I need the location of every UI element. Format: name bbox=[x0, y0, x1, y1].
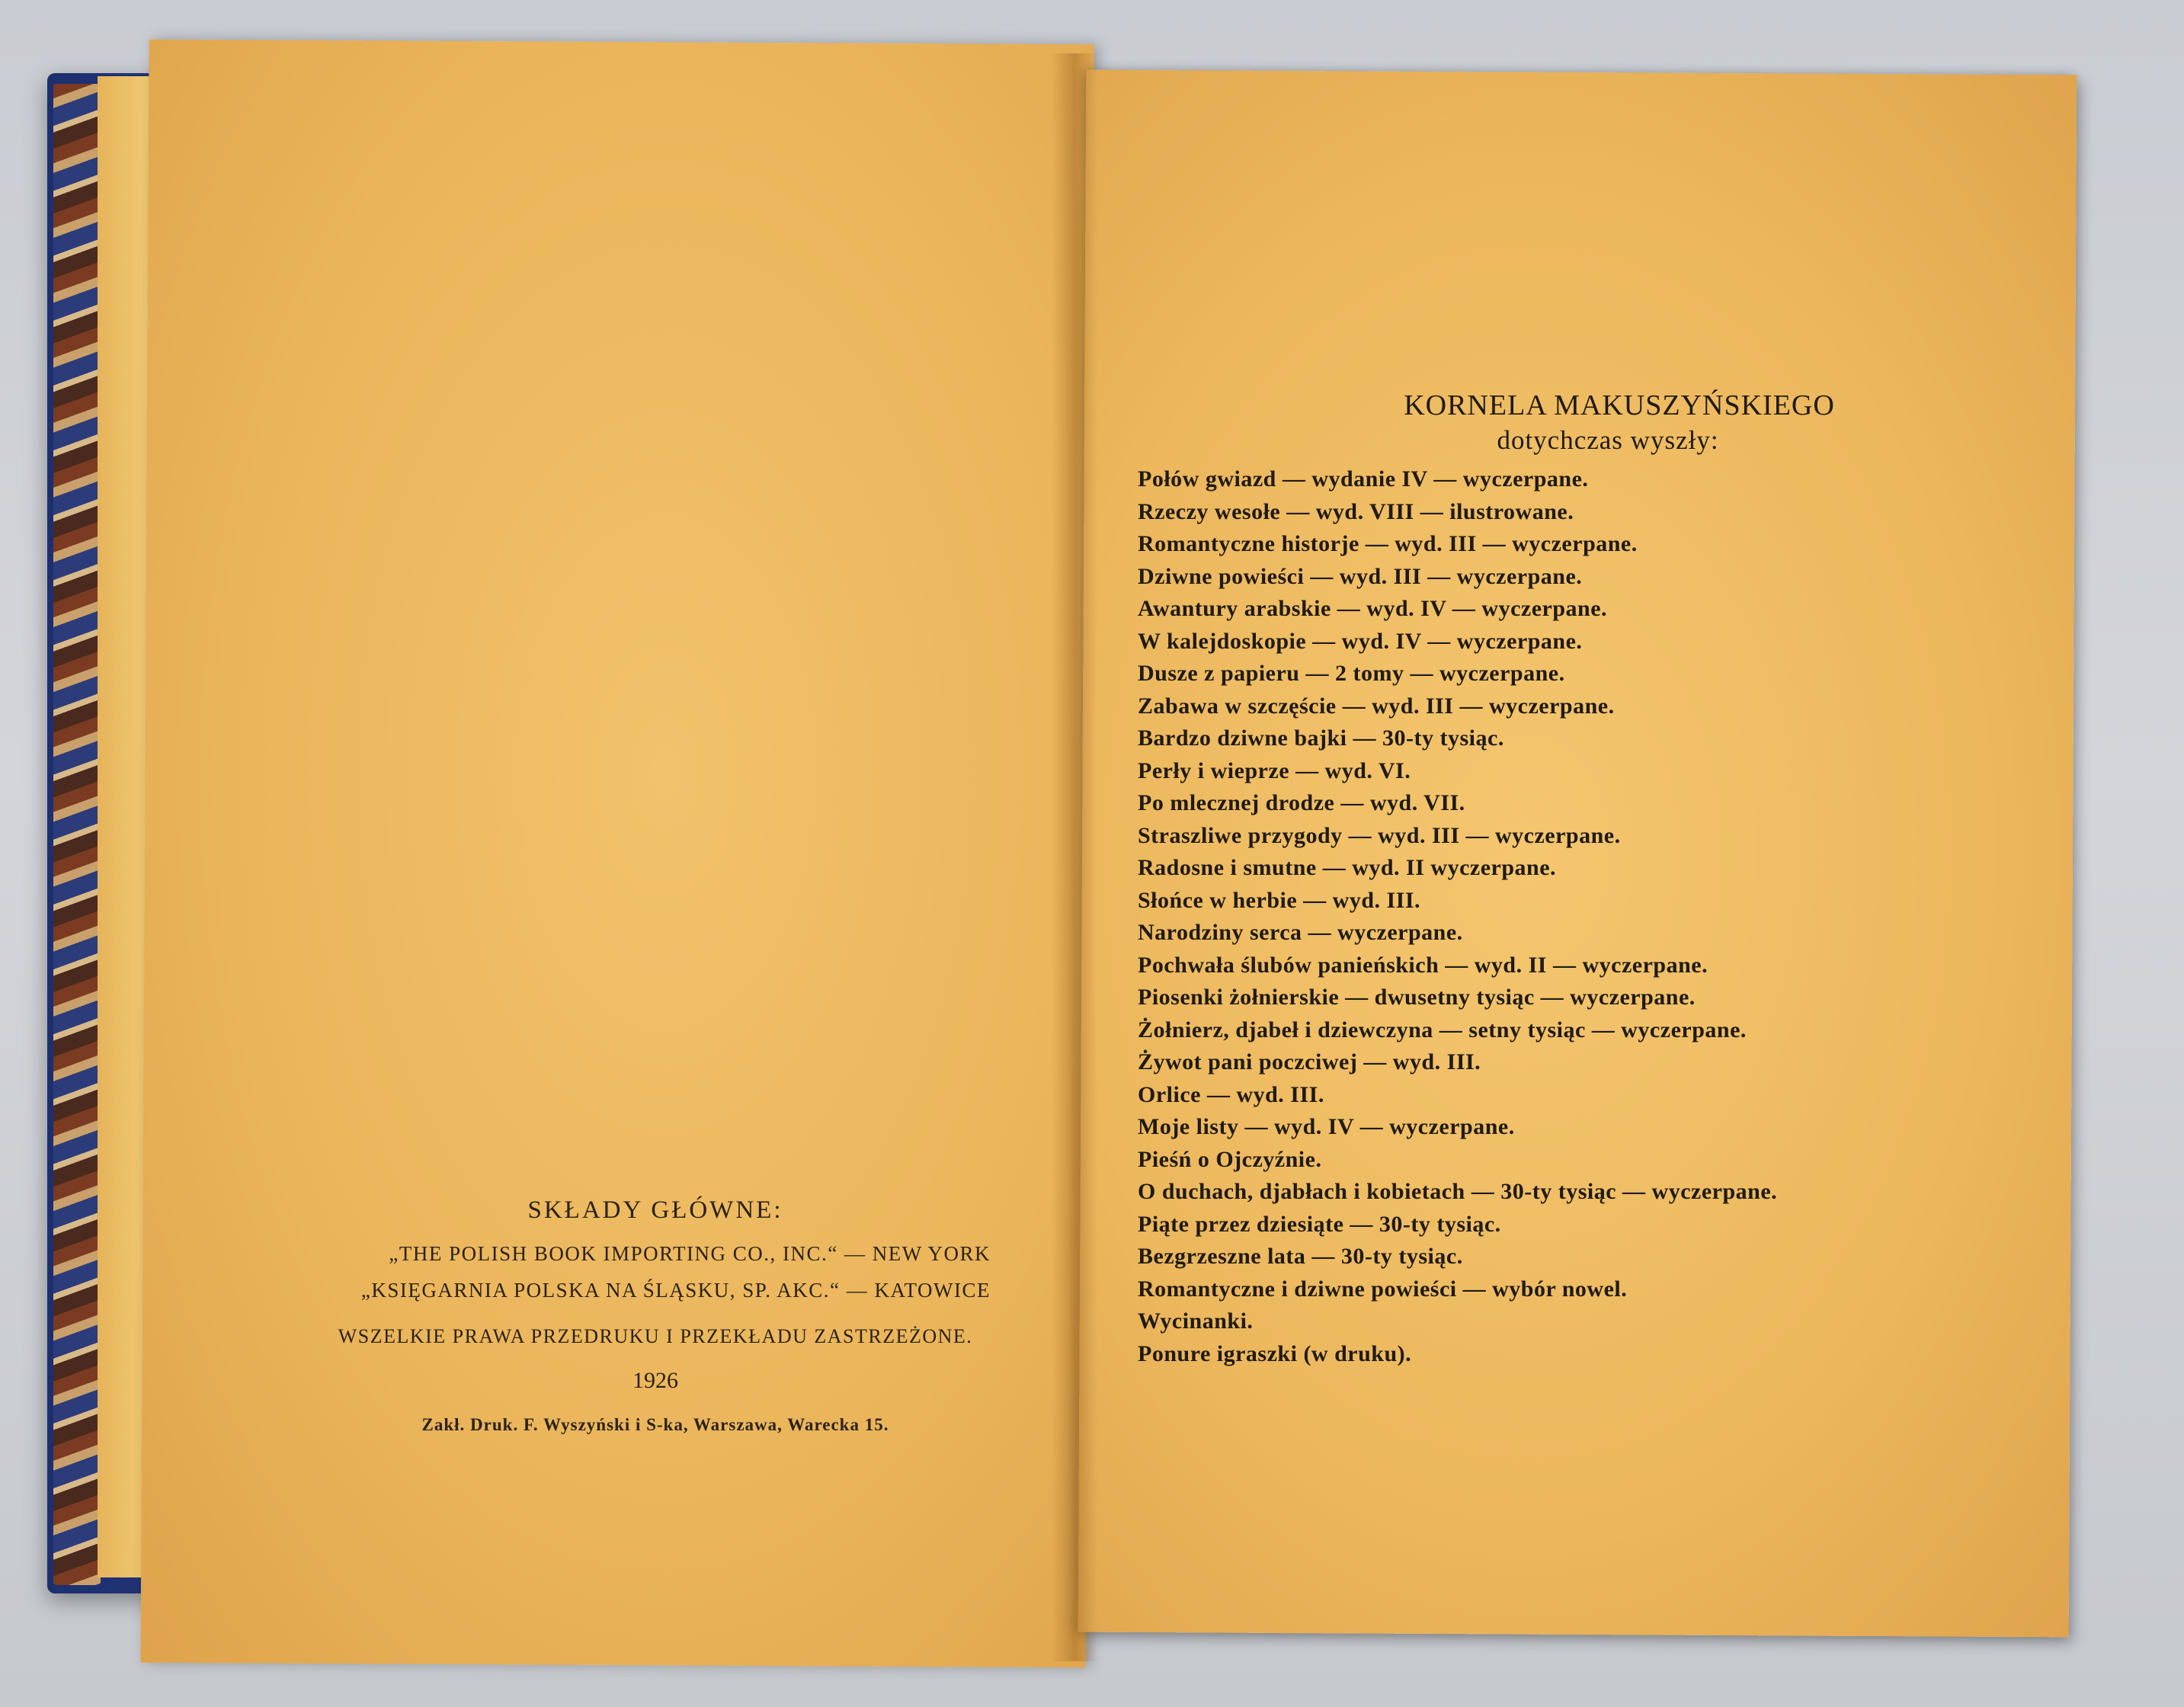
bibliography-block bbox=[1124, 389, 2000, 1370]
list-item: Piąte przez dziesiąte — 30-ty tysiąc. bbox=[1138, 1211, 1501, 1237]
publication-year: 1926 bbox=[632, 1368, 678, 1393]
book-gutter bbox=[1052, 53, 1097, 1661]
list-item: Awantury arabskie — wyd. IV — wyczerpane. bbox=[1138, 596, 1608, 621]
list-item: Dziwne powieści — wyd. III — wyczerpane. bbox=[1138, 563, 1583, 589]
printer-line: Zakł. Druk. F. Wyszyński i S-ka, Warszawa, Warecka 15. bbox=[421, 1415, 889, 1434]
list-item: Orlice — wyd. III. bbox=[1138, 1081, 1324, 1107]
distributors-heading: SKŁADY GŁÓWNE: bbox=[527, 1196, 783, 1224]
list-item: Żywot pani poczciwej — wyd. III. bbox=[1138, 1049, 1481, 1074]
list-item: Połów gwiazd — wydanie IV — wyczerpane. bbox=[1138, 466, 1589, 492]
list-subtitle: dotychczas wyszły: bbox=[1497, 425, 1719, 455]
list-item: Rzeczy wesołe — wyd. VIII — ilustrowane. bbox=[1138, 498, 1574, 524]
list-item: Po mlecznej drodze — wyd. VII. bbox=[1138, 790, 1465, 815]
list-item: Żołnierz, djabeł i dziewczyna — setny tysiąc — wyczerpane. bbox=[1138, 1017, 1747, 1042]
list-item: Romantyczne i dziwne powieści — wybór nowel. bbox=[1138, 1276, 1628, 1302]
list-item: Pochwała ślubów panieńskich — wyd. II — wyczerpane. bbox=[1138, 952, 1708, 978]
list-item: Bardzo dziwne bajki — 30-ty tysiąc. bbox=[1138, 725, 1504, 751]
distributor-katowice: „KSIĘGARNIA POLSKA NA ŚLĄSKU, SP. AKC.“ — KATOWICE bbox=[360, 1279, 991, 1302]
list-item: Narodziny serca — wyczerpane. bbox=[1138, 920, 1463, 945]
list-item: Perły i wieprze — wyd. VI. bbox=[1138, 757, 1411, 783]
list-item: Bezgrzeszne lata — 30-ty tysiąc. bbox=[1138, 1244, 1463, 1269]
list-item: O duchach, djabłach i kobietach — 30-ty tysiąc — wyczerpane. bbox=[1138, 1179, 1778, 1204]
list-item: Romantyczne historje — wyd. III — wyczerpane. bbox=[1138, 531, 1638, 556]
list-item: Zabawa w szczęście — wyd. III — wyczerpane. bbox=[1138, 693, 1615, 719]
marbled-edge bbox=[53, 84, 101, 1585]
list-item: Radosne i smutne — wyd. II wyczerpane. bbox=[1138, 855, 1557, 880]
list-item: Ponure igraszki (w druku). bbox=[1138, 1340, 1412, 1366]
imprint-block bbox=[290, 1196, 1021, 1435]
list-item: Straszliwe przygody — wyd. III — wyczerpane. bbox=[1138, 822, 1621, 848]
list-item: Moje listy — wyd. IV — wyczerpane. bbox=[1138, 1114, 1515, 1139]
list-item: W kalejdoskopie — wyd. IV — wyczerpane. bbox=[1138, 628, 1583, 654]
distributor-new-york: „THE POLISH BOOK IMPORTING CO., INC.“ — NEW YORK bbox=[389, 1242, 991, 1265]
list-item: Piosenki żołnierskie — dwusetny tysiąc — wyczerpane. bbox=[1138, 985, 1696, 1010]
list-item: Pieśń o Ojczyźnie. bbox=[1138, 1146, 1322, 1172]
rights-notice: WSZELKIE PRAWA PRZEDRUKU I PRZEKŁADU ZASTRZEŻONE. bbox=[338, 1325, 973, 1347]
list-item: Wycinanki. bbox=[1138, 1308, 1254, 1334]
list-item: Dusze z papieru — 2 tomy — wyczerpane. bbox=[1138, 661, 1565, 686]
author-heading: KORNELA MAKUSZYŃSKIEGO bbox=[1404, 389, 1835, 421]
works-list bbox=[1124, 463, 2000, 1370]
list-item: Słońce w herbie — wyd. III. bbox=[1138, 887, 1421, 913]
